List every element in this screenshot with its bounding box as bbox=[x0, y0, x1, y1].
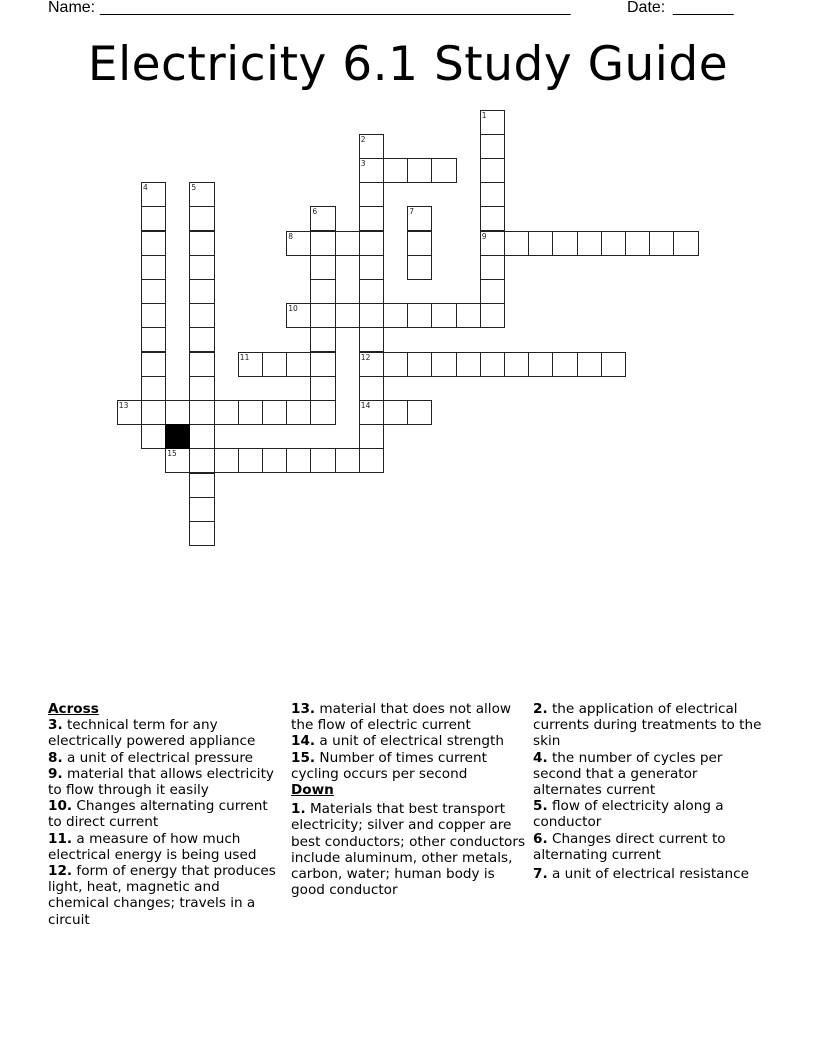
clues-column-2 bbox=[291, 701, 527, 898]
page-title: Electricity 6.1 Study Guide bbox=[87, 37, 729, 92]
grid-cell[interactable] bbox=[407, 231, 432, 256]
grid-cell[interactable] bbox=[141, 303, 166, 328]
grid-cell[interactable] bbox=[141, 376, 166, 401]
grid-cell[interactable] bbox=[310, 206, 335, 231]
grid-cell[interactable] bbox=[286, 352, 311, 377]
grid-cell[interactable] bbox=[359, 327, 384, 352]
grid-cell[interactable] bbox=[262, 448, 287, 473]
grid-cell[interactable] bbox=[480, 303, 505, 328]
clue-down-2: 2. the application of electrical currents during treatments to the skin bbox=[533, 701, 762, 750]
grid-cell[interactable] bbox=[431, 158, 456, 183]
grid-cell[interactable] bbox=[310, 255, 335, 280]
clues-column-1 bbox=[48, 701, 284, 928]
grid-cell[interactable] bbox=[359, 182, 384, 207]
grid-cell[interactable] bbox=[383, 303, 408, 328]
grid-cell[interactable] bbox=[214, 400, 239, 425]
grid-cell[interactable] bbox=[407, 400, 432, 425]
cell-number: 11 bbox=[239, 352, 250, 362]
cell-number: 7 bbox=[409, 207, 414, 217]
grid-cell[interactable] bbox=[359, 303, 384, 328]
grid-cell[interactable] bbox=[141, 182, 166, 207]
grid-cell[interactable] bbox=[262, 352, 287, 377]
clue-across-15: 15. Number of times current cycling occurs per second bbox=[291, 749, 487, 782]
grid-cell[interactable] bbox=[141, 231, 166, 256]
grid-cell[interactable] bbox=[189, 279, 214, 304]
grid-cell[interactable] bbox=[189, 424, 214, 449]
cell-number: 4 bbox=[143, 183, 148, 193]
grid-cell[interactable] bbox=[456, 303, 481, 328]
grid-cell[interactable] bbox=[141, 400, 166, 425]
grid-cell[interactable] bbox=[383, 400, 408, 425]
grid-cell[interactable] bbox=[238, 352, 263, 377]
clue-across-8: 8. a unit of electrical pressure bbox=[48, 749, 253, 766]
across-heading: Across bbox=[48, 701, 99, 717]
grid-cell[interactable] bbox=[335, 448, 360, 473]
grid-cell[interactable] bbox=[359, 158, 384, 183]
grid-cell[interactable] bbox=[189, 303, 214, 328]
grid-cell[interactable] bbox=[359, 376, 384, 401]
grid-cell[interactable] bbox=[189, 327, 214, 352]
grid-cell[interactable] bbox=[480, 110, 505, 135]
grid-cell[interactable] bbox=[359, 352, 384, 377]
grid-cell[interactable] bbox=[141, 255, 166, 280]
grid-cell[interactable] bbox=[359, 424, 384, 449]
grid-cell[interactable] bbox=[189, 206, 214, 231]
grid-cell[interactable] bbox=[504, 231, 529, 256]
grid-cell[interactable] bbox=[407, 255, 432, 280]
grid-cell[interactable] bbox=[189, 521, 214, 546]
grid-cell[interactable] bbox=[480, 158, 505, 183]
cell-number: 6 bbox=[312, 207, 318, 217]
clue-down-4: 4. the number of cycles per second that a generator alternates current bbox=[533, 749, 723, 799]
grid-cell[interactable] bbox=[383, 352, 408, 377]
grid-cell[interactable] bbox=[189, 473, 214, 498]
grid-cell[interactable] bbox=[286, 231, 311, 256]
grid-cell[interactable] bbox=[480, 231, 505, 256]
grid-cell[interactable] bbox=[286, 448, 311, 473]
cell-number: 15 bbox=[167, 449, 177, 459]
clue-down-6: 6. Changes direct current to alternating current bbox=[533, 830, 726, 863]
grid-cell[interactable] bbox=[359, 134, 384, 159]
grid-cell[interactable] bbox=[673, 231, 698, 256]
grid-cell[interactable] bbox=[189, 448, 214, 473]
cell-number: 3 bbox=[360, 158, 366, 168]
grid-cell[interactable] bbox=[359, 255, 384, 280]
clue-across-14: 14. a unit of electrical strength bbox=[291, 733, 504, 750]
grid-cell[interactable] bbox=[189, 376, 214, 401]
clue-across-10: 10. Changes alternating current to direct current bbox=[48, 798, 268, 831]
grid-cell[interactable] bbox=[504, 352, 529, 377]
grid-cell[interactable] bbox=[431, 352, 456, 377]
grid-cell[interactable] bbox=[359, 400, 384, 425]
clue-across-9: 9. material that allows electricity to flow through it easily bbox=[48, 765, 274, 799]
cell-number: 13 bbox=[118, 400, 129, 410]
grid-cell[interactable] bbox=[552, 231, 577, 256]
grid-cell[interactable] bbox=[480, 182, 505, 207]
cell-number: 10 bbox=[288, 304, 298, 314]
grid-cell[interactable] bbox=[335, 303, 360, 328]
clue-across-3: 3. technical term for any electrically powered appliance bbox=[48, 717, 256, 750]
grid-cell[interactable] bbox=[286, 303, 311, 328]
grid-cell[interactable] bbox=[383, 158, 408, 183]
grid-cell[interactable] bbox=[310, 327, 335, 352]
grid-cell[interactable] bbox=[310, 352, 335, 377]
grid-cell[interactable] bbox=[480, 279, 505, 304]
grid-cell[interactable] bbox=[528, 231, 553, 256]
grid-cell[interactable] bbox=[552, 352, 577, 377]
name-field-blank[interactable]: _______________________________________________________ bbox=[100, 0, 571, 16]
cell-number: 1 bbox=[481, 110, 487, 120]
grid-cell[interactable] bbox=[310, 303, 335, 328]
grid-cell[interactable] bbox=[189, 255, 214, 280]
grid-cell[interactable] bbox=[189, 352, 214, 377]
cell-number: 12 bbox=[360, 352, 371, 362]
grid-cell[interactable] bbox=[625, 231, 650, 256]
grid-cell[interactable] bbox=[238, 448, 263, 473]
grid-cell[interactable] bbox=[407, 206, 432, 231]
grid-cell[interactable] bbox=[214, 448, 239, 473]
grid-cell[interactable] bbox=[649, 231, 674, 256]
grid-cell[interactable] bbox=[407, 158, 432, 183]
grid-cell[interactable] bbox=[141, 279, 166, 304]
grid-cell[interactable] bbox=[286, 400, 311, 425]
grid-cell[interactable] bbox=[577, 352, 602, 377]
grid-cell[interactable] bbox=[189, 182, 214, 207]
grid-cell[interactable] bbox=[310, 448, 335, 473]
grid-cell[interactable] bbox=[601, 231, 626, 256]
grid-cell[interactable] bbox=[480, 352, 505, 377]
date-field-blank[interactable]: _______ bbox=[673, 0, 734, 16]
grid-cell[interactable] bbox=[480, 255, 505, 280]
grid-cell[interactable] bbox=[528, 352, 553, 377]
grid-cell[interactable] bbox=[359, 279, 384, 304]
grid-cell[interactable] bbox=[601, 352, 626, 377]
grid-cell[interactable] bbox=[189, 400, 214, 425]
cell-number: 9 bbox=[481, 231, 487, 241]
grid-cell[interactable] bbox=[310, 400, 335, 425]
grid-cell[interactable] bbox=[577, 231, 602, 256]
grid-cell[interactable] bbox=[117, 400, 142, 425]
date-label: Date: bbox=[627, 0, 666, 16]
grid-cell[interactable] bbox=[238, 400, 263, 425]
grid-cell[interactable] bbox=[310, 231, 335, 256]
cell-number: 14 bbox=[360, 400, 371, 410]
grid-cell[interactable] bbox=[189, 497, 214, 522]
grid-cell[interactable] bbox=[431, 303, 456, 328]
grid-cell[interactable] bbox=[189, 231, 214, 256]
black-cell bbox=[165, 424, 190, 449]
clue-across-13: 13. material that does not allow the flow of electric current bbox=[291, 701, 512, 734]
grid-cell[interactable] bbox=[407, 352, 432, 377]
clue-across-11: 11. a measure of how much electrical energy is being used bbox=[48, 830, 257, 863]
grid-cell[interactable] bbox=[141, 424, 166, 449]
clue-down-1: 1. Materials that best transport electricity; silver and copper are best conductors; other conductors include aluminum, other metals, carbon, water; human body is good conductor bbox=[291, 801, 526, 899]
clues-column-3 bbox=[533, 701, 763, 882]
cell-number: 8 bbox=[288, 231, 293, 241]
grid-cell[interactable] bbox=[359, 206, 384, 231]
cell-number: 2 bbox=[360, 134, 366, 144]
clue-down-5: 5. flow of electricity along a conductor bbox=[533, 798, 724, 831]
clue-down-7: 7. a unit of electrical resistance bbox=[533, 866, 749, 883]
grid-cell[interactable] bbox=[359, 448, 384, 473]
grid-cell[interactable] bbox=[141, 206, 166, 231]
clue-across-12: 12. form of energy that produces light, heat, magnetic and chemical changes; travels in a circuit bbox=[48, 863, 276, 928]
name-label: Name: bbox=[48, 0, 96, 16]
grid-cell[interactable] bbox=[141, 352, 166, 377]
grid-cell[interactable] bbox=[141, 327, 166, 352]
grid-cell[interactable] bbox=[262, 400, 287, 425]
cell-number: 5 bbox=[191, 183, 197, 193]
grid-cell[interactable] bbox=[310, 279, 335, 304]
grid-cell[interactable] bbox=[480, 134, 505, 159]
grid-cell[interactable] bbox=[335, 231, 360, 256]
grid-cell[interactable] bbox=[456, 352, 481, 377]
down-heading: Down bbox=[291, 782, 334, 799]
grid-cell[interactable] bbox=[480, 206, 505, 231]
grid-cell[interactable] bbox=[359, 231, 384, 256]
grid-cell[interactable] bbox=[407, 303, 432, 328]
grid-cell[interactable] bbox=[165, 400, 190, 425]
grid-cell[interactable] bbox=[310, 376, 335, 401]
grid-cell[interactable] bbox=[165, 448, 190, 473]
